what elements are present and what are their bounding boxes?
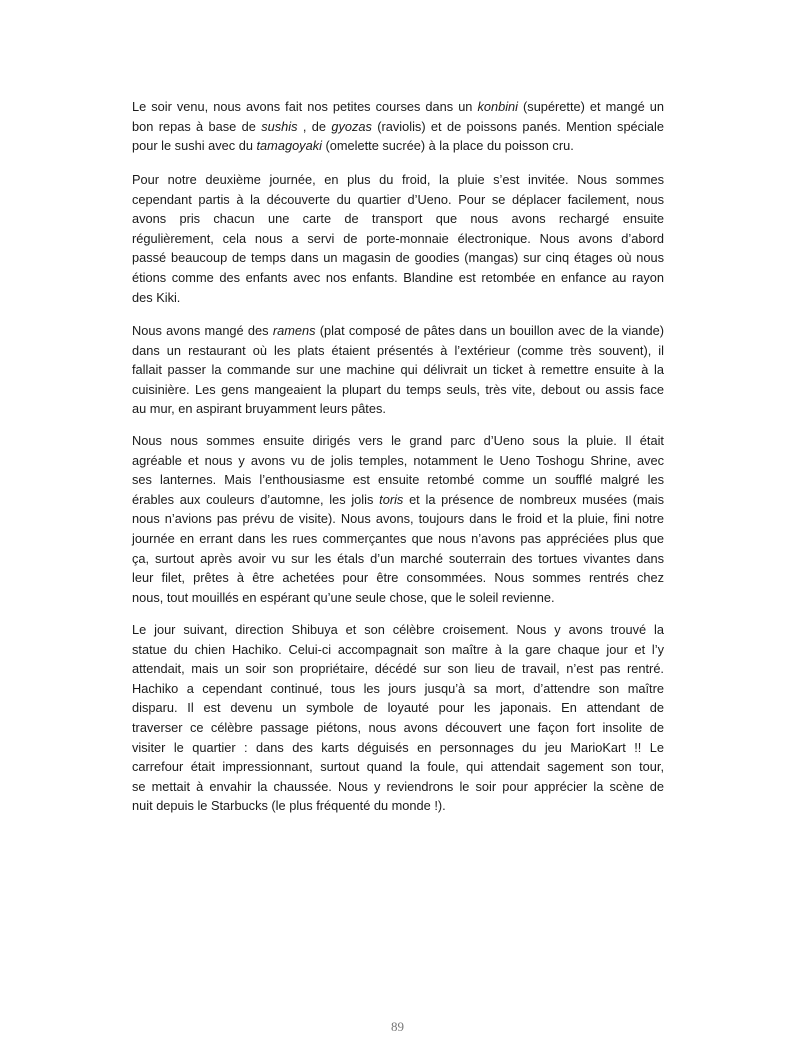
text-segment: étions comme des enfants avec nos enfants. Blandine est retombée en enfance au rayon: [132, 269, 664, 285]
text-segment: ça, surtout après avoir vu sur les étals d’un marché souterrain des tortues vivantes dans: [132, 550, 664, 566]
paragraph-konbini: [132, 97, 664, 156]
text-line: [132, 698, 664, 718]
italic-term: ramens: [272, 323, 316, 338]
text-segment: des Kiki.: [132, 289, 181, 305]
text-segment: pour le sushi avec du: [132, 138, 257, 154]
text-segment: cuisinière. Les gens mangeaient la plupart du temps seuls, très vite, debout ou assis face: [132, 381, 664, 397]
text-line: [132, 431, 664, 451]
text-segment: régulièrement, cela nous a servi de porte-monnaie électronique. Nous avons d’abord: [132, 230, 664, 246]
text-line: [132, 679, 664, 699]
text-segment: attendait, mais un soir son propriétaire, décédé sur son lieu de travail, n’est pas rentré.: [132, 661, 664, 677]
paragraph-shibuya: [132, 620, 664, 816]
text-segment: fallait passer la commande sur une machine qui délivrait un ticket à remettre ensuite à la: [132, 362, 664, 378]
italic-term: toris: [379, 491, 404, 507]
text-line: [132, 549, 664, 569]
text-segment: nous n’avions pas prévu de visite). Nous avons, toujours dans le froid et la pluie, fini notre: [132, 511, 664, 527]
text-line: [132, 620, 664, 640]
text-segment: Hachiko a cependant continué, tous les jours jusqu’à sa mort, d’attendre son maître: [132, 680, 664, 696]
text-segment: ses lanternes. Mais l’enthousiasme est ensuite retombé comme un soufflé malgré les: [132, 472, 664, 488]
text-segment: carrefour était impressionnant, surtout quand la foule, qui attendait sagement son tour,: [132, 759, 664, 775]
page-number: 89: [391, 1019, 404, 1034]
text-segment: journée en errant dans les rues commerçantes que nous n’avons pas appréciées plus que: [132, 530, 664, 546]
text-line: [132, 360, 664, 380]
text-line: [132, 757, 664, 777]
text-segment: leur filet, prêtes à être achetées pour être consommées. Nous sommes rentrés chez: [132, 570, 664, 586]
text-segment: se mettait à envahir la chaussée. Nous y reviendrons le soir pour apprécier la scène de: [132, 778, 664, 794]
text-segment: Nous avons mangé des: [132, 323, 273, 338]
text-line: [132, 229, 664, 249]
text-segment: au mur, en aspirant bruyamment leurs pâtes.: [132, 401, 386, 417]
text-line: [132, 190, 664, 210]
text-segment: agréable et nous y avons vu de jolis temples, notamment le Ueno Toshogu Shrine, avec: [132, 452, 664, 468]
text-line: [132, 288, 664, 308]
text-segment: bon repas à base de: [132, 118, 262, 134]
text-segment: nous, tout mouillés en espérant qu’une seule chose, que le soleil revienne.: [132, 589, 555, 605]
text-segment: (omelette sucrée) à la place du poisson cru.: [321, 138, 574, 154]
text-segment: Le jour suivant, direction Shibuya et son célèbre croisement. Nous y avons trouvé la: [132, 622, 664, 637]
text-line: [132, 659, 664, 679]
text-segment: disparu. Il est devenu un symbole de loyauté pour les japonais. En attendant de: [132, 700, 664, 716]
text-line: [132, 136, 664, 156]
text-line: [132, 170, 664, 190]
text-line: [132, 209, 664, 229]
text-segment: avons pris chacun une carte de transport que nous avons rechargé ensuite: [132, 211, 664, 227]
text-segment: Pour notre deuxième journée, en plus du froid, la pluie s’est invitée. Nous sommes: [132, 172, 664, 187]
text-segment: et la présence de nombreux musées (mais: [403, 491, 665, 507]
text-line: [132, 529, 664, 549]
text-line: [132, 796, 664, 816]
text-segment: cependant partis à la découverte du quartier d’Ueno. Pour se déplacer facilement, nous: [132, 191, 664, 207]
text-line: [132, 470, 664, 490]
text-segment: érables aux couleurs d’automne, les jolis: [132, 491, 380, 507]
paragraph-ueno-day: [132, 170, 664, 307]
italic-term: gyozas: [331, 118, 372, 134]
text-line: [132, 640, 664, 660]
text-line: [132, 509, 664, 529]
italic-term: tamagoyaki: [256, 138, 322, 154]
text-line: [132, 777, 664, 797]
text-line: [132, 568, 664, 588]
text-line: [132, 117, 664, 137]
text-segment: Le soir venu, nous avons fait nos petites courses dans un: [132, 99, 478, 114]
text-segment: (supérette) et mangé un: [518, 99, 664, 114]
text-segment: Nous nous sommes ensuite dirigés vers le grand parc d’Ueno sous la pluie. Il était: [132, 433, 664, 448]
text-line: [132, 97, 664, 117]
text-line: [132, 321, 664, 341]
text-line: [132, 268, 664, 288]
text-line: [132, 490, 664, 510]
text-segment: traverser ce célèbre passage piétons, nous avons découvert une façon fort insolite de: [132, 719, 664, 735]
text-segment: (plat composé de pâtes dans un bouillon avec de la viande): [315, 323, 664, 338]
text-segment: passé beaucoup de temps dans un magasin de goodies (mangas) sur cinq étages où nous: [132, 250, 664, 266]
text-segment: visiter le quartier : dans des karts déguisés en personnages du jeu MarioKart !! Le: [132, 739, 664, 755]
paragraph-ueno-park: [132, 431, 664, 607]
text-line: [132, 738, 664, 758]
text-segment: , de: [297, 118, 332, 134]
text-segment: nuit depuis le Starbucks (le plus fréquenté du monde !).: [132, 798, 446, 814]
text-segment: dans un restaurant où les plats étaient présentés à l’extérieur (comme très souvent), il: [132, 342, 664, 358]
text-line: [132, 718, 664, 738]
text-line: [132, 380, 664, 400]
text-line: [132, 341, 664, 361]
text-line: [132, 248, 664, 268]
text-line: [132, 399, 664, 419]
italic-term: sushis: [261, 118, 298, 134]
text-segment: statue du chien Hachiko. Celui-ci accompagnait son maître à la gare chaque jour et l’y: [132, 641, 664, 657]
italic-term: konbini: [477, 99, 519, 114]
text-line: [132, 451, 664, 471]
text-segment: (raviolis) et de poissons panés. Mention spéciale: [371, 118, 664, 134]
text-line: [132, 588, 664, 608]
paragraph-ramens: [132, 321, 664, 419]
